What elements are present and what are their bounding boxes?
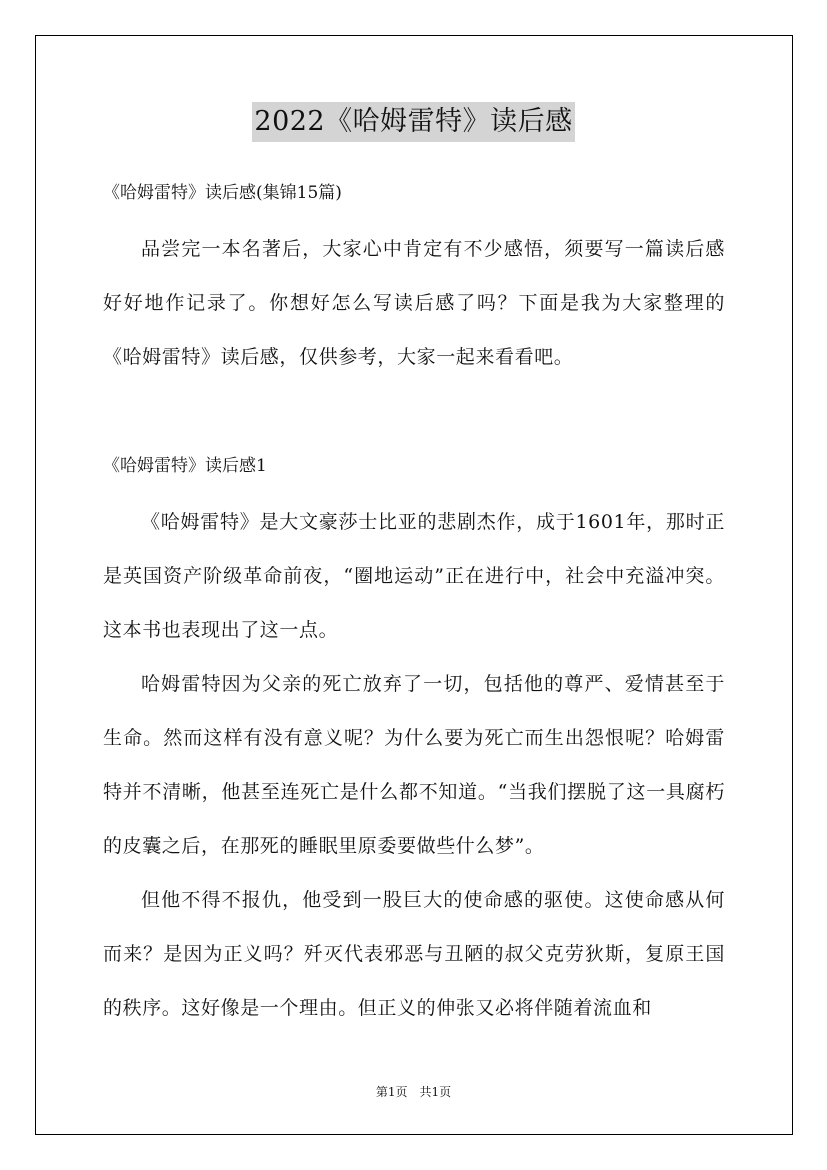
body-paragraph: 哈姆雷特因为父亲的死亡放弃了一切，包括他的尊严、爱情甚至于生命。然而这样有没有意义呢？为什么要为死亡而生出怨恨呢？哈姆雷特并不清晰，他甚至连死亡是什么都不知道。“当我们摆脱了这一具腐朽的皮囊之后，在那死的睡眠里原委要做些什么梦”。 (103, 673, 725, 857)
title-container (0, 102, 827, 142)
document-subtitle: 《哈姆雷特》读后感(集锦15篇) (103, 183, 342, 203)
section-heading: 《哈姆雷特》读后感1 (103, 456, 267, 476)
document-title: 2022《哈姆雷特》读后感 (252, 102, 574, 142)
page-footer: 第1页 共1页 (375, 1085, 452, 1099)
body-paragraph: 但他不得不报仇，他受到一股巨大的使命感的驱使。这使命感从何而来？是因为正义吗？歼灭代表邪恶与丑陋的叔父克劳狄斯，复原王国的秩序。这好像是一个理由。但正义的伸张又必将伴随着流血和 (103, 889, 725, 1019)
body-paragraph: 《哈姆雷特》是大文豪莎士比亚的悲剧杰作，成于1601年，那时正是英国资产阶级革命前夜，“圈地运动”正在进行中，社会中充溢冲突。这本书也表现出了这一点。 (103, 511, 725, 641)
intro-paragraph: 品尝完一本名著后，大家心中肯定有不少感悟，须要写一篇读后感好好地作记录了。你想好怎么写读后感了吗？下面是我为大家整理的《哈姆雷特》读后感，仅供参考，大家一起来看看吧。 (103, 238, 725, 368)
